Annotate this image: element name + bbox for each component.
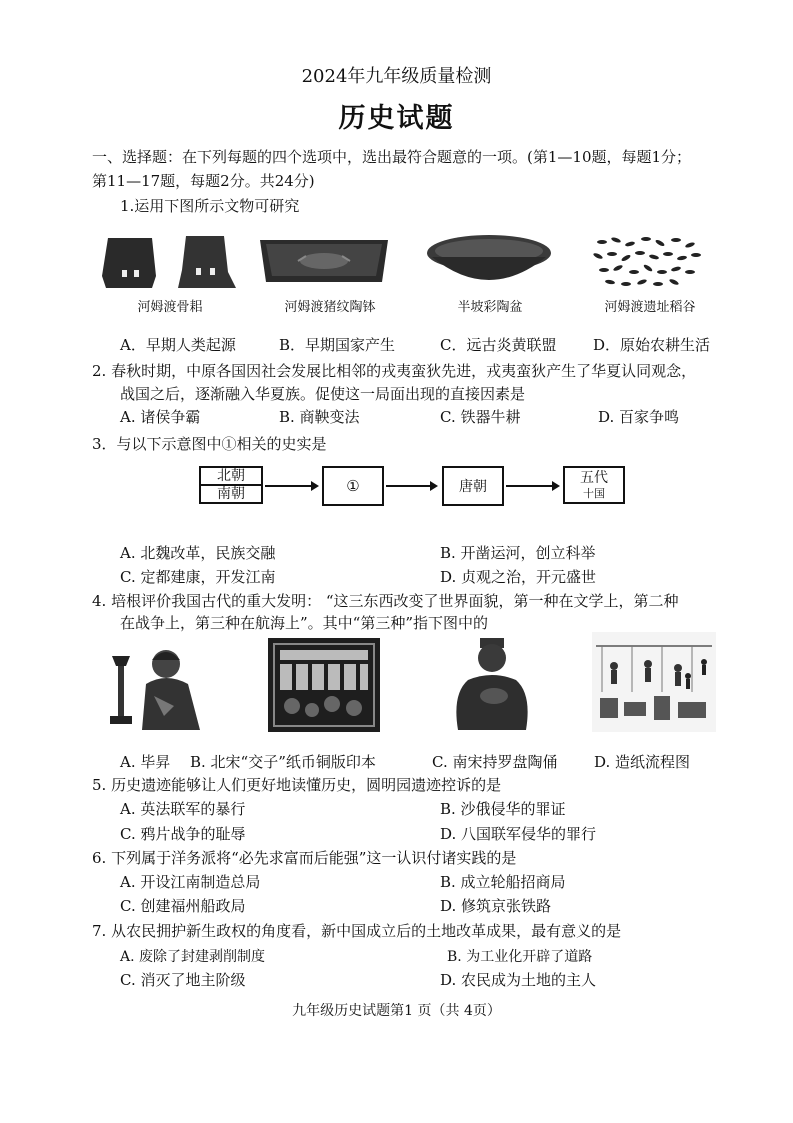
q1-stem: 1.运用下图所示文物可研究 — [120, 197, 300, 215]
q3-stem: 3．与以下示意图中①相关的史实是 — [92, 435, 327, 453]
q5-stem: 5. 历史遗迹能够让人们更好地读懂历史，圆明园遗迹控诉的是 — [92, 776, 502, 794]
painted-pottery-basin-image — [426, 233, 552, 289]
q6-option-a[interactable]: A. 开设江南制造总局 — [120, 873, 261, 891]
flow-five-dynasties-label: 五代 — [580, 469, 608, 486]
q4-option-b[interactable]: B. 北宋“交子”纸币铜版印本 — [190, 753, 376, 771]
q1-figure-caption-4: 河姆渡遗址稻谷 — [604, 300, 696, 315]
q2-stem-line2: 战国之后，逐渐融入华夏族。促使这一局面出现的直接因素是 — [120, 385, 526, 403]
bone-spade-image — [100, 232, 240, 290]
q6-stem: 6. 下列属于洋务派将“必先求富而后能强”这一认识付诸实践的是 — [92, 849, 517, 867]
flow-blank-label: ① — [346, 477, 360, 495]
q2-option-b[interactable]: B. 商鞅变法 — [279, 408, 360, 426]
q5-option-a[interactable]: A. 英法联军的暴行 — [120, 800, 246, 818]
q4-stem-line2: 在战争上，第三种在航海上”。其中“第三种”指下图中的 — [120, 614, 489, 632]
q7-option-c[interactable]: C. 消灭了地主阶级 — [120, 971, 246, 989]
q4-option-a[interactable]: A. 毕昇 — [120, 753, 171, 771]
exam-title: 历史试题 — [338, 103, 455, 134]
q2-option-a[interactable]: A. 诸侯争霸 — [120, 408, 201, 426]
flow-ten-kingdoms-label: 十国 — [583, 486, 605, 500]
q3-option-a[interactable]: A. 北魏改革，民族交融 — [120, 544, 276, 562]
q6-option-d[interactable]: D. 修筑京张铁路 — [440, 897, 552, 915]
q3-option-c[interactable]: C. 定都建康，开发江南 — [120, 568, 276, 586]
q6-option-b[interactable]: B. 成立轮船招商局 — [440, 873, 566, 891]
q4-option-d[interactable]: D. 造纸流程图 — [594, 753, 691, 771]
q2-stem-line1: 2. 春秋时期，中原各国因社会发展比相邻的戎夷蛮狄先进，戎夷蛮狄产生了华夏认同观念， — [92, 362, 697, 380]
q1-option-c[interactable]: C．远古炎黄联盟 — [440, 336, 557, 354]
compass-figurine-image — [444, 634, 540, 732]
q1-option-a[interactable]: A．早期人类起源 — [120, 336, 236, 354]
flow-box-blank — [322, 466, 384, 506]
q2-option-d[interactable]: D. 百家争鸣 — [598, 408, 680, 426]
q3-option-d[interactable]: D. 贞观之治，开元盛世 — [440, 568, 597, 586]
q5-option-d[interactable]: D. 八国联军侵华的罪行 — [440, 825, 597, 843]
q4-option-c[interactable]: C. 南宋持罗盘陶俑 — [432, 753, 558, 771]
page-footer: 九年级历史试题第1 页（共 4页） — [292, 1003, 501, 1019]
flow-south-dynasty-label: 南朝 — [217, 485, 245, 502]
q1-figure-caption-1: 河姆渡骨耜 — [137, 300, 203, 315]
papermaking-process-image — [592, 632, 716, 732]
q3-option-b[interactable]: B. 开凿运河，创立科举 — [440, 544, 596, 562]
flow-arrow-1 — [265, 485, 317, 487]
flow-arrow-3 — [506, 485, 558, 487]
q7-option-a[interactable]: A. 废除了封建剥削制度 — [120, 949, 266, 965]
q6-option-c[interactable]: C. 创建福州船政局 — [120, 897, 246, 915]
q2-option-c[interactable]: C. 铁器牛耕 — [440, 408, 521, 426]
q4-stem-line1: 4. 培根评价我国古代的重大发明： “这三东西改变了世界面貌，第一种在文学上，第二种 — [92, 592, 679, 610]
q1-option-b[interactable]: B．早期国家产生 — [279, 336, 396, 354]
section-instruction-line2: 第11—17题，每题2分。共24分) — [92, 172, 315, 190]
q5-option-c[interactable]: C. 鸦片战争的耻辱 — [120, 825, 246, 843]
section-instruction-line1: 一、选择题：在下列每题的四个选项中，选出最符合题意的一项。(第1—10题，每题1分； — [92, 148, 692, 166]
flow-box-north-south — [199, 466, 263, 504]
q7-stem: 7. 从农民拥护新生政权的角度看，新中国成立后的土地改革成果，最有意义的是 — [92, 922, 622, 940]
q1-figure-caption-3: 半坡彩陶盆 — [457, 300, 523, 315]
rice-grains-image — [590, 232, 702, 290]
q5-option-b[interactable]: B. 沙俄侵华的罪证 — [440, 800, 566, 818]
q7-option-d[interactable]: D. 农民成为土地的主人 — [440, 971, 597, 989]
flow-arrow-2 — [386, 485, 436, 487]
jiaozi-paper-money-plate-image — [268, 638, 380, 732]
q1-option-d[interactable]: D．原始农耕生活 — [593, 336, 711, 354]
flow-box-five-dynasties — [563, 466, 625, 504]
flow-box-tang — [442, 466, 504, 506]
flow-north-dynasty-label: 北朝 — [201, 468, 261, 486]
pig-pattern-bowl-image — [258, 236, 390, 288]
flow-tang-label: 唐朝 — [459, 479, 487, 495]
exam-subtitle: 2024年九年级质量检测 — [301, 66, 492, 87]
q1-figure-caption-2: 河姆渡猪纹陶钵 — [284, 300, 376, 315]
bi-sheng-portrait-image — [104, 636, 208, 732]
q7-option-b[interactable]: B. 为工业化开辟了道路 — [447, 949, 593, 965]
